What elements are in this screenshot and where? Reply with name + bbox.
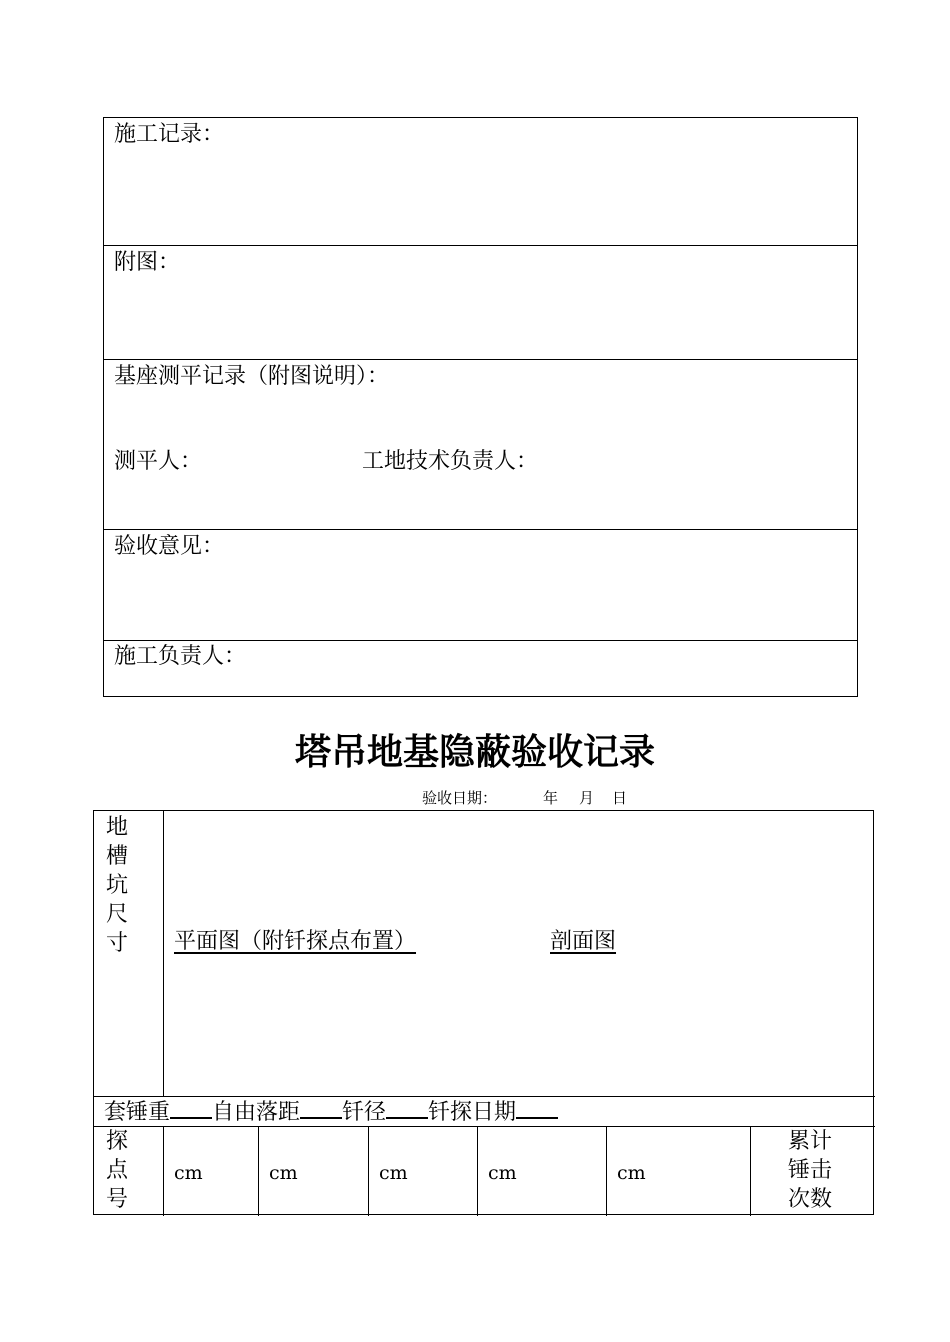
day-label: 日 [612,789,628,807]
depth-column-1 [164,1127,259,1216]
unit-cm: cm [174,1162,203,1184]
hammer-weight-blank[interactable] [170,1097,212,1119]
hammer-weight-label: 套锤重 [104,1100,171,1125]
probe-date-label: 钎探日期 [428,1100,517,1125]
depth-column-4 [478,1127,607,1216]
construction-lead-row [104,641,857,698]
unit-cm: cm [488,1162,517,1184]
free-fall-label: 自由落距 [212,1100,301,1125]
attached-drawing-label: 附图： [114,250,181,275]
acceptance-opinion-row [104,530,857,641]
construction-record-row [104,118,857,246]
construction-lead-label: 施工负责人： [114,644,247,669]
unit-cm: cm [269,1162,298,1184]
base-leveling-label: 基座测平记录（附图说明）： [114,364,390,389]
base-leveling-row [104,360,857,530]
drawings-cell [164,811,875,1097]
unit-cm: cm [379,1162,408,1184]
depth-column-2 [259,1127,369,1216]
construction-record-label: 施工记录： [114,122,225,147]
month-label: 月 [579,789,595,807]
free-fall-blank[interactable] [300,1097,342,1119]
trench-size-label: 地槽坑尺寸 [106,815,129,956]
trench-size-header-cell [94,811,164,1097]
probe-point-header-cell [94,1127,164,1216]
rod-diameter-label: 钎径 [342,1100,387,1125]
acceptance-opinion-label: 验收意见： [114,534,225,559]
cumulative-blows-header-cell [751,1127,875,1216]
probe-point-label: 探点号 [106,1129,129,1212]
attached-drawing-row [104,246,857,360]
depth-column-5 [607,1127,751,1216]
site-tech-lead-label: 工地技术负责人： [362,449,539,474]
cumulative-blows-label: 累计锤击次数 [788,1129,833,1212]
date-label: 验收日期： [422,789,498,807]
unit-cm: cm [617,1162,646,1184]
leveler-label: 测平人： [114,449,203,474]
probe-parameters-line [104,1097,558,1127]
probe-date-blank[interactable] [516,1097,558,1119]
form-title: 塔吊地基隐蔽验收记录 [294,732,655,773]
year-label: 年 [543,789,559,807]
probe-parameters-row [94,1097,875,1127]
rod-diameter-blank[interactable] [386,1097,428,1119]
construction-record-table [103,117,858,697]
plan-view-label: 平面图（附钎探点布置） [174,929,417,954]
section-view-label: 剖面图 [550,929,617,954]
foundation-acceptance-table [93,810,874,1215]
depth-column-3 [369,1127,478,1216]
